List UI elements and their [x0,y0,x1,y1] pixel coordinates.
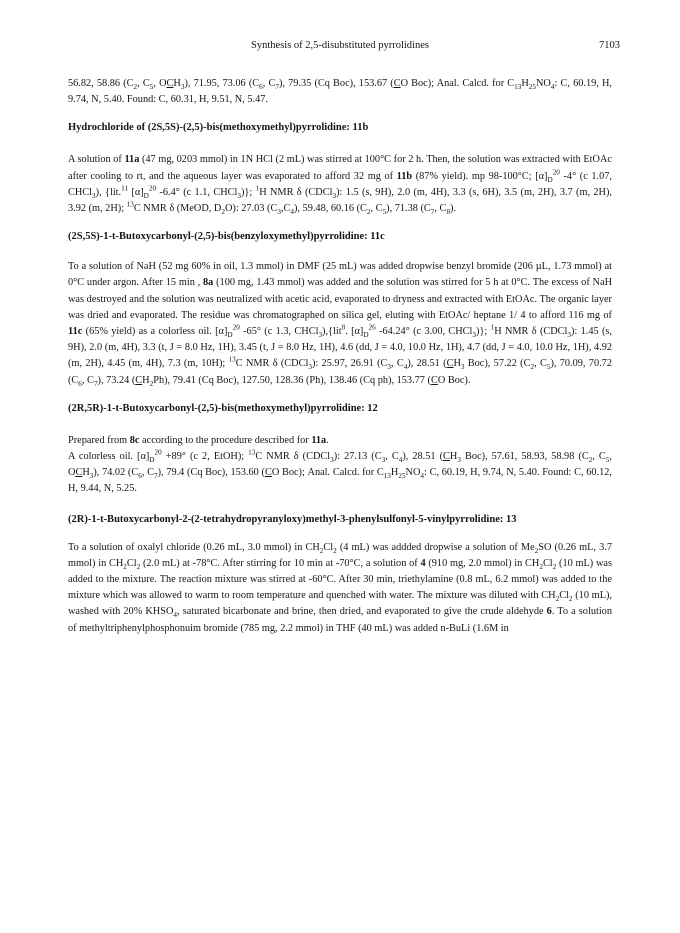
paragraph-11a-data-continued: 56.82, 58.86 ($C_2$, $C_5$, $OCH_3$), 71.95, 73.06 ($C_6$, $C_7$), 79.35 (Cq Boc), 153.67 (CO Boc); Anal. Calcd. for $C_{13}H_{25}NO_4$: C, 60.19, H, 9.74, N, 5.40. Found: C, 60.31, H, 9.51, N, 5.47. [68,78,613,106]
running-head [0,40,680,56]
article-body [68,76,612,637]
paragraph-12: Prepared from 8c according to the procedure described for 11a. A colorless oil. $[\alpha]_D^{20} +89^\circ$ (c 2, EtOH); $^{13}$C NMR δ (CDCl$_3$): 27.13 ($C_3$, $C_4$), 28.51 ($CH_3$ Boc), 57.61, 58.93, 58.98 ($C_2$, $C_5$, $OCH_3$), 74.02 ($C_6$, $C_7$), 79.4 (Cq Boc), 153.60 (CO Boc); Anal. Calcd. for $C_{13}H_{25}NO_4$: C, 60.19, H, 9.74, N, 5.40. Found: C, 60.12, H, 9.44, N, 5.25. [68,434,612,495]
paragraph-11b: A solution of 11a (47 mg, 0203 mmol) in 1N HCl (2 mL) was stirred at 100°C for 2 h. Then, the solution was extracted with EtOAc after cooling to rt, and the aqueous layer was evaporated to afford 32 mg of 11b (87% yield). mp 98-100°C; $[\alpha]_D^{20}$ -4° (c 1.07, CHCl$_3$), {lit.$^{11}$ $[\alpha]_D^{20}$ -6.4° (c 1.1, CHCl$_3$)}; $^1$H NMR δ (CDCl$_3$): 1.5 (s, 9H), 2.0 (m, 4H), 3.3 (s, 6H), 3.5 (m, 2H), 3.7 (m, 2H), 3.92 (m, 2H); $^{13}$C NMR δ (MeOD, $D_2O$): 27.03 $(C_3,C_4)$, 59.48, 60.16 ($C_2$, $C_5$), 71.38 ($C_7$, $C_8$). [68,154,612,217]
running-head-title: Synthesis of 2,5-disubstituted pyrrolidines [251,40,429,51]
heading-11c: (2S,5S)-1-t-Butoxycarbonyl-(2,5)-bis(benzyloxymethyl)pyrrolidine: 11c [68,231,385,243]
heading-11b: Hydrochloride of (2S,5S)-(2,5)-bis(methoxymethyl)pyrrolidine: 11b [68,122,369,134]
page-number: 7103 [599,40,620,51]
heading-13: (2R)-1-t-Butoxycarbonyl-2-(2-tetrahydropyranyloxy)methyl-3-phenylsulfonyl-5-vinylpyrrolidine: 13 [68,513,517,525]
paragraph-13: To a solution of oxalyl chloride (0.26 mL, 3.0 mmol) in $CH_2Cl_2$ (4 mL) was addded dropwise a solution of $Me_2SO$ (0.26 mL, 3.7 mmol) in $CH_2Cl_2$ (2.0 mL) at -78°C. After stirring for 10 min at -70°C, a solution of 4 (910 mg, 2.0 mmol) in $CH_2Cl_2$ (10 mL) was added to the mixture. The reaction mixture was stirred at -60°C. After 30 min, triethylamine (0.8 mL, 6.2 mmol) was added to the mixture which was allowed to warm to room temperature and quenched with water. The mixture was diluted with $CH_2Cl_2$ (10 mL), washed with 20% $KHSO_4$, saturated bicarbonate and brine, then dried, and evaporated to give the crude aldehyde 6. To a solution of methyltriphenylphosphonuim bromide (785 mg, 2.2 mmol) in THF (40 mL) was added n-BuLi (1.6M in [68,541,612,634]
heading-12: (2R,5R)-1-t-Butoxycarbonyl-(2,5)-bis(methoxymethyl)pyrrolidine: 12 [68,402,378,414]
paragraph-11c: To a solution of NaH (52 mg 60% in oil, 1.3 mmol) in DMF (25 mL) was added dropwise benzyl bromide (206 µL, 1.73 mmol) at 0°C under argon. After 15 min , 8a (100 mg, 1.43 mmol) was added and the solution was stirred for 5 h at 0°C. The excess of NaH was destroyed and the solution was neutralized with acetic acid, evaporated to dryness and extracted with EtOAc. The organic layer was dried and evaporated. The residue was chromatographed on silica gel, eluting with EtOAc/ heptane 1/ 4 to afford 116 mg of 11c (65% yield) as a colorless oil. $[\alpha]_D^{20}$ -65° (c 1.3, CHCl$_3$),{lit$^8$. $[\alpha]_D^{26}$ -64.24° (c 3.00, CHCl$_3$)}; $^1$H NMR δ (CDCl$_3$): 1.45 (s, 9H), 2.0 (m, 4H), 3.3 (t, J = 8.0 Hz, 1H), 3.45 (t, J = 8.0 Hz, 1H), 4.6 (dd, J = 4.0, 10.0 Hz, 1H), 4.7 (dd, J = 4.0, 10.0 Hz, 1H), 4.92 (m, 2H), 4.45 (m, 4H), 7.3 (m, 10H); $^{13}$C NMR δ (CDCl$_3$): 25.97, 26.91 ($C_3$, $C_4$), 28.51 ($CH_3$ Boc), 57.22 ($C_2$, $C_5$), 70.09, 70.72 ($C_6$, $C_7$), 73.24 $(CH_2Ph)$, 79.41 (Cq Boc), 127.50, 128.36 (Ph), 138.46 (Cq ph), 153.77 (CO Boc). [68,261,612,388]
